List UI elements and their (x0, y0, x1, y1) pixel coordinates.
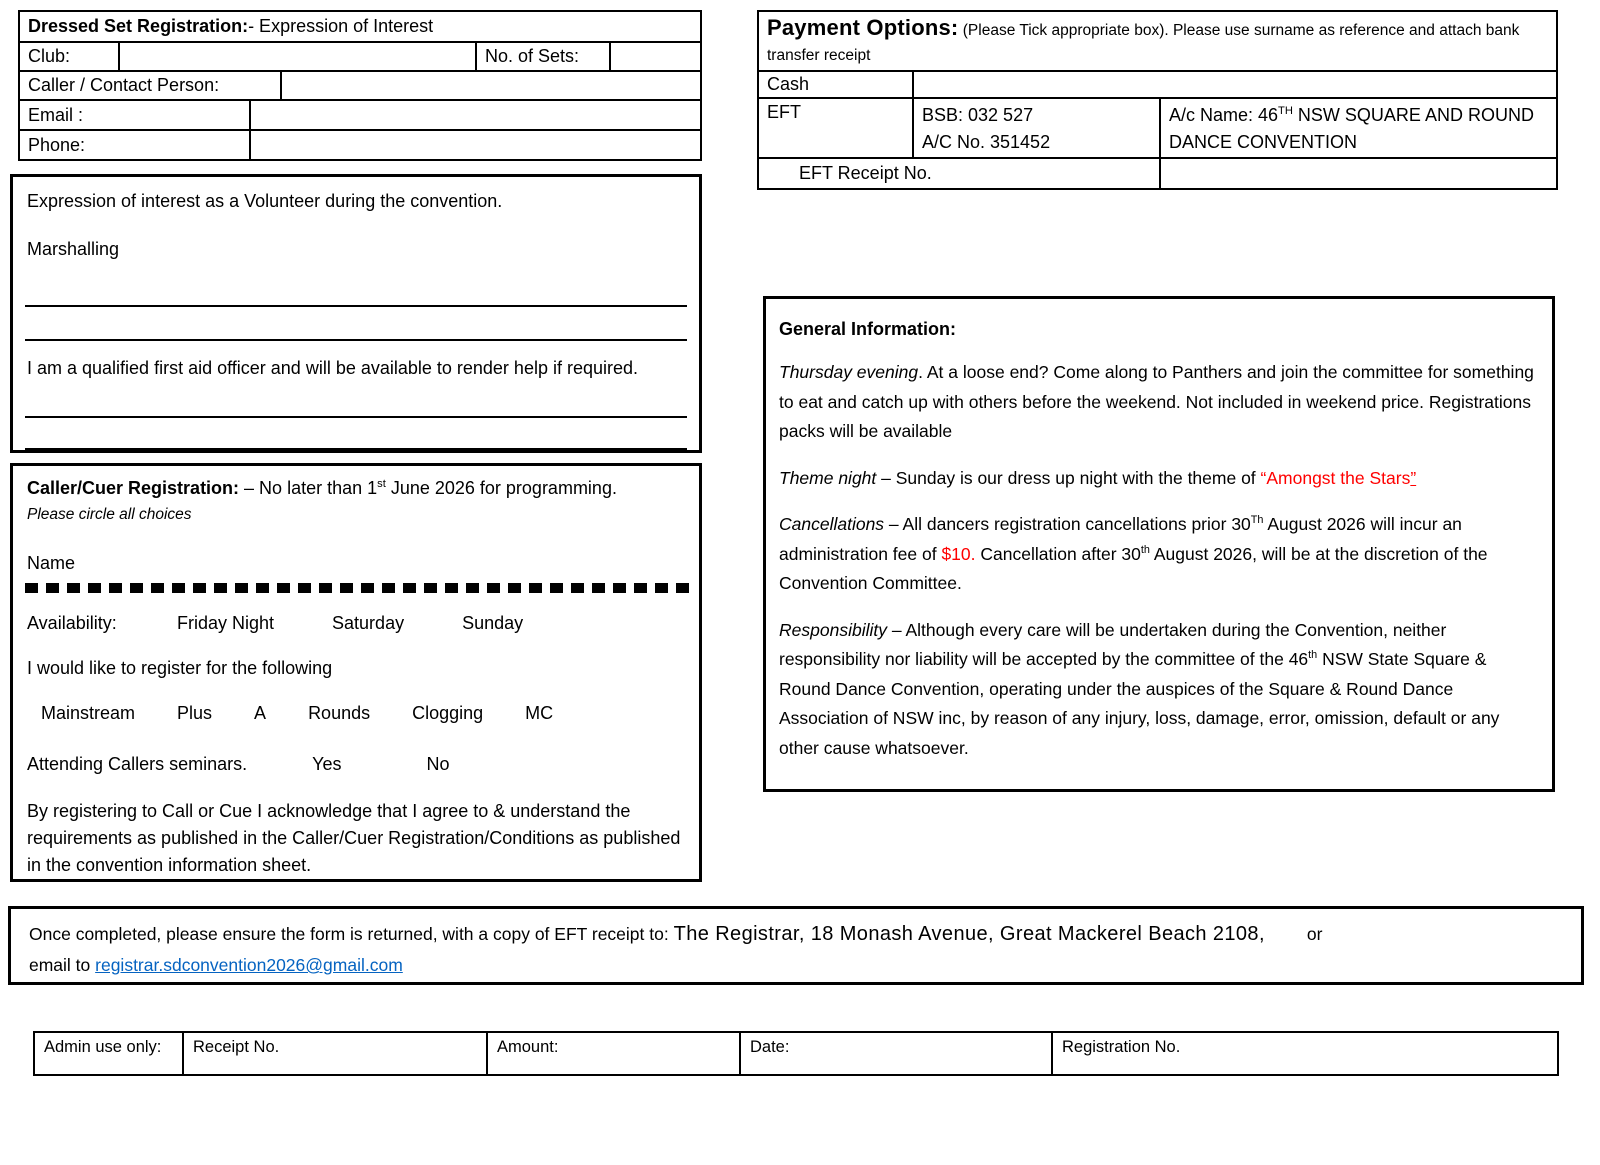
dressed-set-title-bold: Dressed Set Registration: (28, 16, 249, 36)
cash-row (759, 70, 1556, 97)
seminar-label: Attending Callers seminars. (27, 754, 248, 774)
availability-option-friday-night[interactable]: Friday Night (177, 613, 275, 633)
register-option-rounds[interactable]: Rounds (308, 703, 371, 723)
phone-row (20, 129, 700, 159)
theme-night-lead: Theme night (779, 467, 877, 488)
account-name-sup: TH (1278, 105, 1293, 117)
cancellation-fee-red: $10. (941, 543, 976, 564)
eft-receipt-label: EFT Receipt No. (799, 163, 932, 183)
theme-night-text: – Sunday is our dress up night with the theme of (876, 467, 1261, 488)
account-name-cell (1159, 99, 1556, 157)
return-instructions-box (8, 906, 1584, 985)
account-name-post: NSW SQUARE AND ROUND DANCE CONVENTION (1169, 105, 1534, 152)
admin-use-only-label: Admin use only: (44, 1038, 162, 1056)
return-instructions-pre: Once completed, please ensure the form is returned, with a copy of EFT receipt to: (29, 924, 674, 944)
general-information-box (763, 296, 1555, 792)
admin-date-cell[interactable]: Date: (739, 1033, 1051, 1074)
register-option-mc[interactable]: MC (525, 703, 554, 723)
eft-receipt-input-cell[interactable] (1159, 159, 1556, 188)
seminar-option-no[interactable]: No (426, 754, 450, 774)
thursday-evening-lead: Thursday evening (779, 362, 919, 382)
availability-label: Availability: (27, 613, 117, 633)
responsibility-paragraph (779, 616, 1539, 764)
email-row (20, 99, 700, 129)
general-info-title: General Information: (779, 319, 957, 339)
caller-cuer-title-post: June 2026 for programming. (385, 478, 617, 498)
first-aid-statement: I am a qualified first aid officer and will be available to render help if required. (27, 358, 639, 378)
dressed-set-title (20, 12, 700, 41)
no-of-sets-input-cell[interactable] (609, 43, 700, 70)
eft-label: EFT (767, 102, 801, 122)
availability-row (27, 613, 685, 634)
volunteer-write-line-2[interactable] (25, 339, 687, 341)
cancellations-post-pre: Cancellation after 30 (975, 543, 1141, 564)
cancellations-sup-1: Th (1250, 514, 1264, 527)
responsibility-sup: th (1308, 649, 1318, 662)
registrar-address: The Registrar, 18 Monash Avenue, Great Mackerel Beach 2108, (673, 923, 1265, 945)
caller-cuer-box (10, 463, 702, 882)
first-aid-write-line-1[interactable] (25, 416, 687, 418)
register-option-plus[interactable]: Plus (177, 703, 213, 723)
payment-title: Payment Options: (767, 15, 959, 40)
email-input-cell[interactable] (249, 101, 700, 129)
register-intro: I would like to register for the following (27, 658, 333, 678)
caller-contact-label: Caller / Contact Person: (28, 75, 220, 95)
thursday-evening-text: . At a loose end? Come along to Panthers and join the committee for something to eat and catch up with others before the weekend. Not included in weekend price. Registrations packs will be available (779, 362, 1534, 441)
theme-name-red-end: ” (1410, 467, 1417, 488)
cancellations-mid: August 2026 will incur an administration fee of (779, 514, 1462, 564)
register-options-row (27, 703, 685, 724)
responsibility-post: NSW State Square & Round Dance Convention, operating under the auspices of the Square & Round Dance Association of NSW inc, by reason of any injury, loss, damage, error, omission, default or any other cause whatsoever. (779, 649, 1500, 758)
no-of-sets-label: No. of Sets: (475, 43, 609, 70)
return-email-pre: email to (29, 955, 96, 975)
admin-amount-cell[interactable]: Amount: (486, 1033, 739, 1074)
admin-use-table (33, 1031, 1559, 1076)
eft-receipt-row (759, 157, 1556, 188)
volunteer-write-line-1[interactable] (25, 305, 687, 307)
theme-name-red: “Amongst the Stars (1260, 467, 1411, 488)
dressed-set-registration-table (18, 10, 702, 161)
payment-header-row (759, 12, 1556, 70)
club-row (20, 41, 700, 70)
availability-option-saturday[interactable]: Saturday (332, 613, 405, 633)
payment-subtitle: (Please Tick appropriate box). Please use surname as reference and attach bank transfer receipt (767, 22, 1520, 64)
email-label: Email : (28, 104, 84, 125)
cancellations-lead: Cancellations (779, 514, 885, 534)
registrar-email-link[interactable]: registrar.sdconvention2026@gmail.com (95, 955, 403, 975)
cancellations-sup-2: th (1140, 543, 1150, 556)
register-option-clogging[interactable]: Clogging (412, 703, 484, 723)
account-number-value: A/C No. 351452 (922, 132, 1051, 152)
responsibility-pre: – Although every care will be undertaken during the Convention, neither responsibility nor liability will be accepted by the committee of the 46 (779, 619, 1447, 669)
phone-label: Phone: (28, 134, 86, 155)
circle-choices-note: Please circle all choices (27, 506, 192, 523)
volunteer-role: Marshalling (27, 239, 120, 259)
account-name-pre: A/c Name: 46 (1169, 105, 1279, 125)
bsb-value: BSB: 032 527 (922, 105, 1034, 125)
caller-cuer-acknowledgement: By registering to Call or Cue I acknowledge that I agree to & understand the requirements as published in the Caller/Cuer Registration/Conditions as published in the convention information sheet. (27, 801, 681, 875)
return-or: or (1306, 924, 1323, 944)
register-option-mainstream[interactable]: Mainstream (41, 703, 136, 723)
eft-bank-details (912, 99, 1159, 157)
caller-cuer-title (27, 478, 685, 499)
caller-cuer-title-sup: st (377, 478, 386, 490)
eft-row (759, 97, 1556, 157)
cancellations-paragraph (779, 510, 1539, 599)
payment-options-table (757, 10, 1558, 190)
cancellations-pre: – All dancers registration cancellations prior 30 (884, 514, 1251, 534)
thursday-evening-paragraph (779, 358, 1539, 447)
register-option-a[interactable]: A (254, 703, 267, 723)
volunteer-box (10, 174, 702, 453)
dressed-set-title-row (20, 12, 700, 41)
caller-contact-input-cell[interactable] (280, 72, 700, 99)
admin-registration-no-cell[interactable]: Registration No. (1051, 1033, 1557, 1074)
theme-night-paragraph (779, 464, 1539, 494)
caller-cuer-title-pre: – No later than 1 (239, 478, 378, 498)
volunteer-intro: Expression of interest as a Volunteer during the convention. (27, 191, 503, 211)
dressed-set-title-rest: - Expression of Interest (248, 16, 434, 36)
admin-receipt-no-cell[interactable]: Receipt No. (182, 1033, 486, 1074)
seminar-option-yes[interactable]: Yes (312, 754, 342, 774)
cancellations-post: August 2026, will be at the discretion of the Convention Committee. (779, 543, 1488, 593)
responsibility-lead: Responsibility (779, 619, 887, 640)
caller-contact-row (20, 70, 700, 99)
phone-input-cell[interactable] (249, 131, 700, 159)
first-aid-write-line-2[interactable] (25, 448, 687, 450)
club-input-cell[interactable] (118, 43, 475, 70)
payment-header (759, 12, 1556, 70)
availability-option-sunday[interactable]: Sunday (462, 613, 524, 633)
cash-label: Cash (767, 74, 810, 94)
caller-cuer-title-bold: Caller/Cuer Registration: (27, 478, 240, 498)
seminar-row (27, 754, 685, 775)
return-instructions-text (11, 909, 1581, 981)
name-write-line[interactable] (25, 583, 691, 593)
club-label: Club: (28, 46, 71, 66)
name-label: Name (27, 553, 76, 573)
cash-tick-cell[interactable] (912, 72, 1556, 97)
